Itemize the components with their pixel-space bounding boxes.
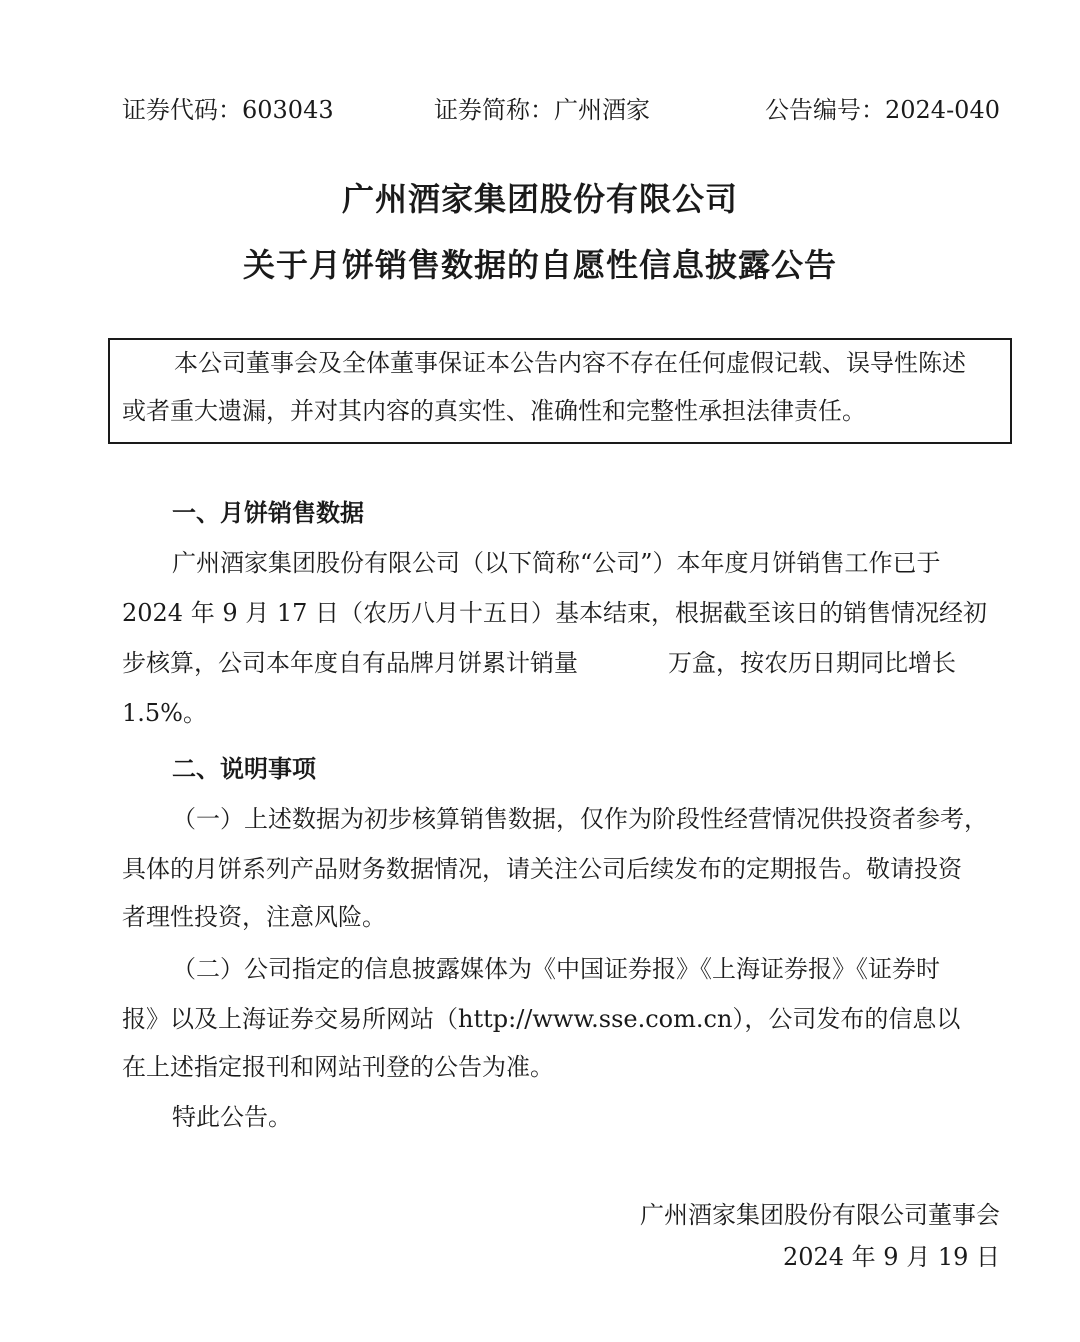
redacted-sales-figure [578, 652, 668, 678]
notice-line-1: 本公司董事会及全体董事保证本公告内容不存在任何虚假记载、误导性陈述 [174, 349, 966, 377]
section-2-item-1-line-3: 者理性投资，注意风险。 [122, 903, 386, 931]
section-2-item-2-line-1: （二）公司指定的信息披露媒体为《中国证券报》《上海证券报》《证券时 [172, 955, 940, 983]
signature-date: 2024 年 9 月 19 日 [782, 1243, 1000, 1271]
title-subject: 关于月饼销售数据的自愿性信息披露公告 [242, 246, 837, 284]
section-1-line-3 [122, 646, 956, 680]
header-line [122, 92, 1000, 128]
section-1-line-4: 1.5%。 [122, 699, 207, 727]
section-2-item-1-line-2: 具体的月饼系列产品财务数据情况，请关注公司后续发布的定期报告。敬请投资 [122, 855, 962, 883]
notice-line-2: 或者重大遗漏，并对其内容的真实性、准确性和完整性承担法律责任。 [122, 397, 866, 425]
section-2-item-2-line-3: 在上述指定报刊和网站刊登的公告为准。 [122, 1053, 554, 1081]
title-company: 广州酒家集团股份有限公司 [341, 180, 738, 218]
stock-code: 证券代码：603043 [122, 96, 334, 124]
closing-statement: 特此公告。 [172, 1103, 292, 1131]
section-2-item-2-line-2: 报》以及上海证券交易所网站（http://www.sse.com.cn），公司发布的信息以 [122, 1005, 961, 1033]
announcement-number: 公告编号：2024-040 [765, 96, 1000, 124]
section-1-line-1: 广州酒家集团股份有限公司（以下简称“公司”）本年度月饼销售工作已于 [172, 549, 941, 577]
stock-abbreviation: 证券简称：广州酒家 [434, 96, 650, 124]
section-1-heading: 一、月饼销售数据 [172, 499, 364, 527]
section-1-line-2: 2024 年 9 月 17 日（农历八月十五日）基本结束，根据截至该日的销售情况经初 [122, 599, 988, 627]
section-1-line-3-start: 步核算，公司本年度自有品牌月饼累计销量 [122, 649, 578, 677]
section-1-line-3-end: 万盒，按农历日期同比增长 [668, 649, 956, 677]
board-guarantee-notice [108, 338, 1012, 444]
section-2-item-1-line-1: （一）上述数据为初步核算销售数据，仅作为阶段性经营情况供投资者参考， [172, 805, 988, 833]
section-2-heading: 二、说明事项 [172, 755, 316, 783]
signature-organization: 广州酒家集团股份有限公司董事会 [640, 1201, 1000, 1229]
